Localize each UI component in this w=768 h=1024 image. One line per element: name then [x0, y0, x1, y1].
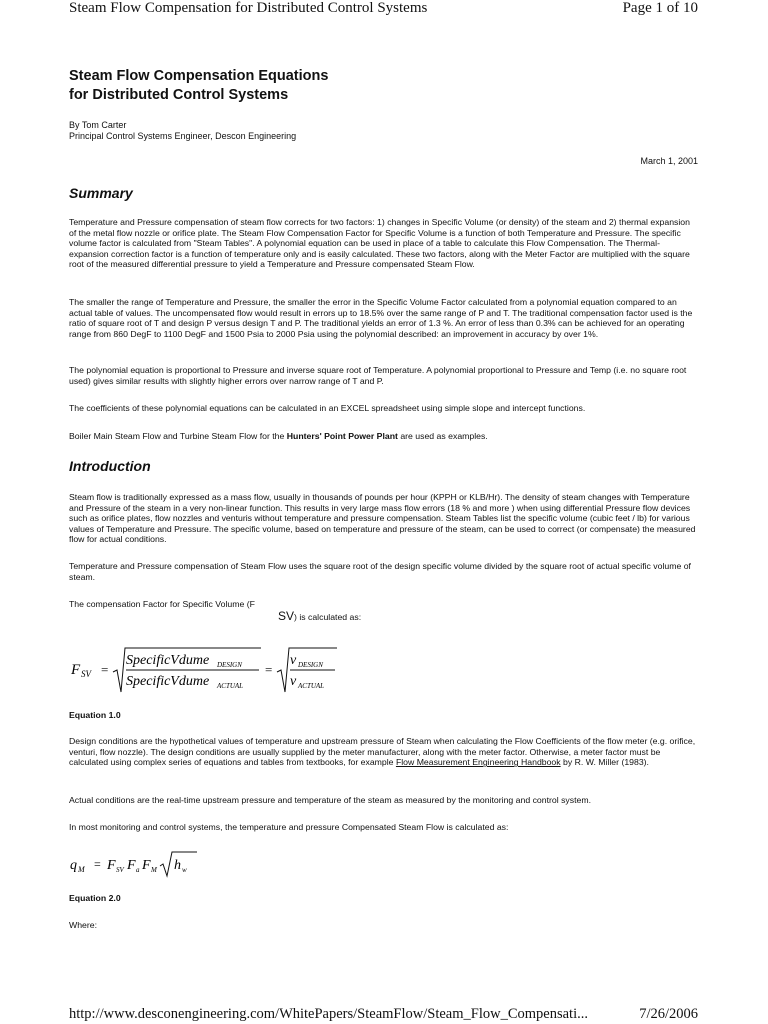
document-title-line1: Steam Flow Compensation Equations [69, 68, 329, 84]
equation-2-graphic [69, 846, 219, 880]
eq1-F-sub: SV [81, 669, 91, 679]
eq2-q: q [70, 858, 77, 873]
summary-paragraph-3: The polynomial equation is proportional to Pressure and inverse square root of Temperature. A polynomial proportional to Pressure and Temp (i.e. no square root used) gives similar results with slightly higher errors over narrow range of T and P. [69, 365, 687, 386]
eq1-v-den-sub: ACTUAL [298, 682, 325, 690]
eq2-equals: = [94, 857, 101, 871]
eq2-F3-sub: M [151, 866, 157, 874]
intro-paragraph-1: Steam flow is traditionally expressed as a mass flow, usually in thousands of pounds per hour (KPPH or KLB/Hr). The density of steam changes with Temperature and Pressure of the steam in a very non-linear function. This results in very large mass flow errors (18 % and more ) when using differential Pressure flow devices such as orifice plates, flow nozzles and venturis without temperature and pressure compensation. Steam Tables list the specific volume (cubic feet / lb) for various values of Temperature and Pressure. The specific volume, based on temperature and pressure of the steam, can be used to correct (or compensate) the measured flow for actual conditions. [69, 492, 696, 545]
page-header-title: Steam Flow Compensation for Distributed Control Systems [69, 0, 428, 16]
introduction-heading: Introduction [69, 458, 151, 474]
intro-paragraph-2: Temperature and Pressure compensation of Steam Flow uses the square root of the design specific volume divided by the square root of actual specific volume of steam. [69, 561, 691, 582]
handbook-link[interactable]: Flow Measurement Engineering Handbook [395, 757, 561, 768]
eq1-num-sub: DESIGN [217, 661, 242, 669]
eq1-F: F [71, 662, 81, 678]
footer-date: 7/26/2006 [639, 1006, 698, 1022]
intro-p3-continuation [278, 609, 361, 623]
intro-paragraph-3 [69, 599, 255, 609]
author-name: By Tom Carter [69, 120, 127, 130]
eq2-q-sub: M [78, 865, 85, 874]
eq1-den: SpecificVdume [126, 674, 210, 689]
summary-paragraph-2: The smaller the range of Temperature and Pressure, the smaller the error in the Specific Volume Factor calculated from a polynomial equation compared to an actual table of values. The uncompensated flow would result in errors up to 18.5% over the same range of P and T. The traditional compensation factor used is the ratio of square root of T and design P versus design T and P. The traditional yields an error of 1.3 %. An error of less than 0.3% can be achieved for an operating range from 860 DegF to 1100 DegF and 1500 Psia to 2000 Psia using the polynomial described: an improvement in accuracy by over 1%. [69, 297, 693, 339]
intro-p3-text: The compensation Factor for Specific Volume (F [69, 599, 255, 609]
plant-name: Hunters' Point Power Plant [286, 431, 398, 441]
eq2-F2-sub: a [136, 866, 140, 874]
eq1-v-num-sub: DESIGN [298, 661, 323, 669]
author-block [69, 120, 296, 142]
summary-paragraph-4: The coefficients of these polynomial equations can be calculated in an EXCEL spreadsheet using simple slope and intercept functions. [69, 403, 586, 413]
eq2-F3: F [142, 858, 151, 873]
intro-paragraph-4 [69, 736, 699, 768]
equation-1-label: Equation 1.0 [69, 710, 121, 720]
summary-p5-text: Boiler Main Steam Flow and Turbine Steam Flow for the [69, 431, 287, 441]
intro-p4-text: Design conditions are the hypothetical values of temperature and upstream pressure of Steam when calculating the Flow Coefficients of the flow meter (e.g. orifice, venturi, flow nozzle). The design conditions are usually supplied by the meter manufacturer, along with the meter factor. Otherwise, a meter factor must be calculated using complex series of equations and tables from textbooks, for example [69, 736, 696, 768]
eq2-F1-sub: SV [116, 866, 124, 874]
summary-p5-text-end: are used as examples. [397, 431, 488, 441]
summary-heading: Summary [69, 185, 133, 201]
document-title [69, 67, 328, 105]
intro-paragraph-6: In most monitoring and control systems, the temperature and pressure Compensated Steam Flow is calculated as: [69, 822, 509, 832]
footer-url: http://www.desconengineering.com/WhitePapers/SteamFlow/Steam_Flow_Compensati... [69, 1006, 588, 1022]
equation-1-graphic [69, 640, 349, 700]
eq2-F1: F [107, 858, 116, 873]
eq2-F2: F [127, 858, 136, 873]
eq1-v-den: v [290, 674, 297, 689]
intro-paragraph-5: Actual conditions are the real-time upstream pressure and temperature of the steam as measured by the monitoring and control system. [69, 795, 591, 805]
eq2-h-sub: w [182, 866, 187, 874]
where-label: Where: [69, 920, 98, 930]
intro-p3-text-end: ) is calculated as: [294, 612, 362, 622]
eq1-v-num: v [290, 653, 297, 668]
intro-p4-text-end: by R. W. Miller (1983). [560, 757, 649, 768]
eq1-equals-1: = [101, 662, 109, 677]
equation-1 [69, 640, 349, 700]
eq1-num: SpecificVdume [126, 653, 210, 668]
page-number: Page 1 of 10 [622, 0, 698, 16]
summary-paragraph-1: Temperature and Pressure compensation of steam flow corrects for two factors: 1) changes in Specific Volume (or density) of the steam and 2) thermal expansion of the metal flow nozzle or orifice plate. The Steam Flow Compensation Factor for Specific Volume is a function of both Temperature and Pressure. The specific volume factor is calculated from "Steam Tables". A polynomial equation can be used in place of a table to calculate this Flow Compensation. The Thermal-expansion correction factor is a function of temperature only and is easily calculated. These two factors, along with the Meter Factor are multiplied with the square root of the measured differential pressure to yield a Temperature and Pressure compensated Steam Flow. [69, 217, 690, 270]
eq2-h: h [174, 858, 181, 873]
eq1-den-sub: ACTUAL [217, 682, 244, 690]
summary-paragraph-5 [69, 431, 699, 442]
equation-2 [69, 846, 219, 880]
document-date: March 1, 2001 [640, 156, 698, 166]
author-role: Principal Control Systems Engineer, Descon Engineering [69, 131, 297, 141]
equation-2-label: Equation 2.0 [69, 893, 121, 903]
fsv-subscript: SV [278, 609, 295, 623]
document-title-line2: for Distributed Control Systems [69, 87, 289, 103]
eq1-equals-2: = [265, 662, 273, 677]
